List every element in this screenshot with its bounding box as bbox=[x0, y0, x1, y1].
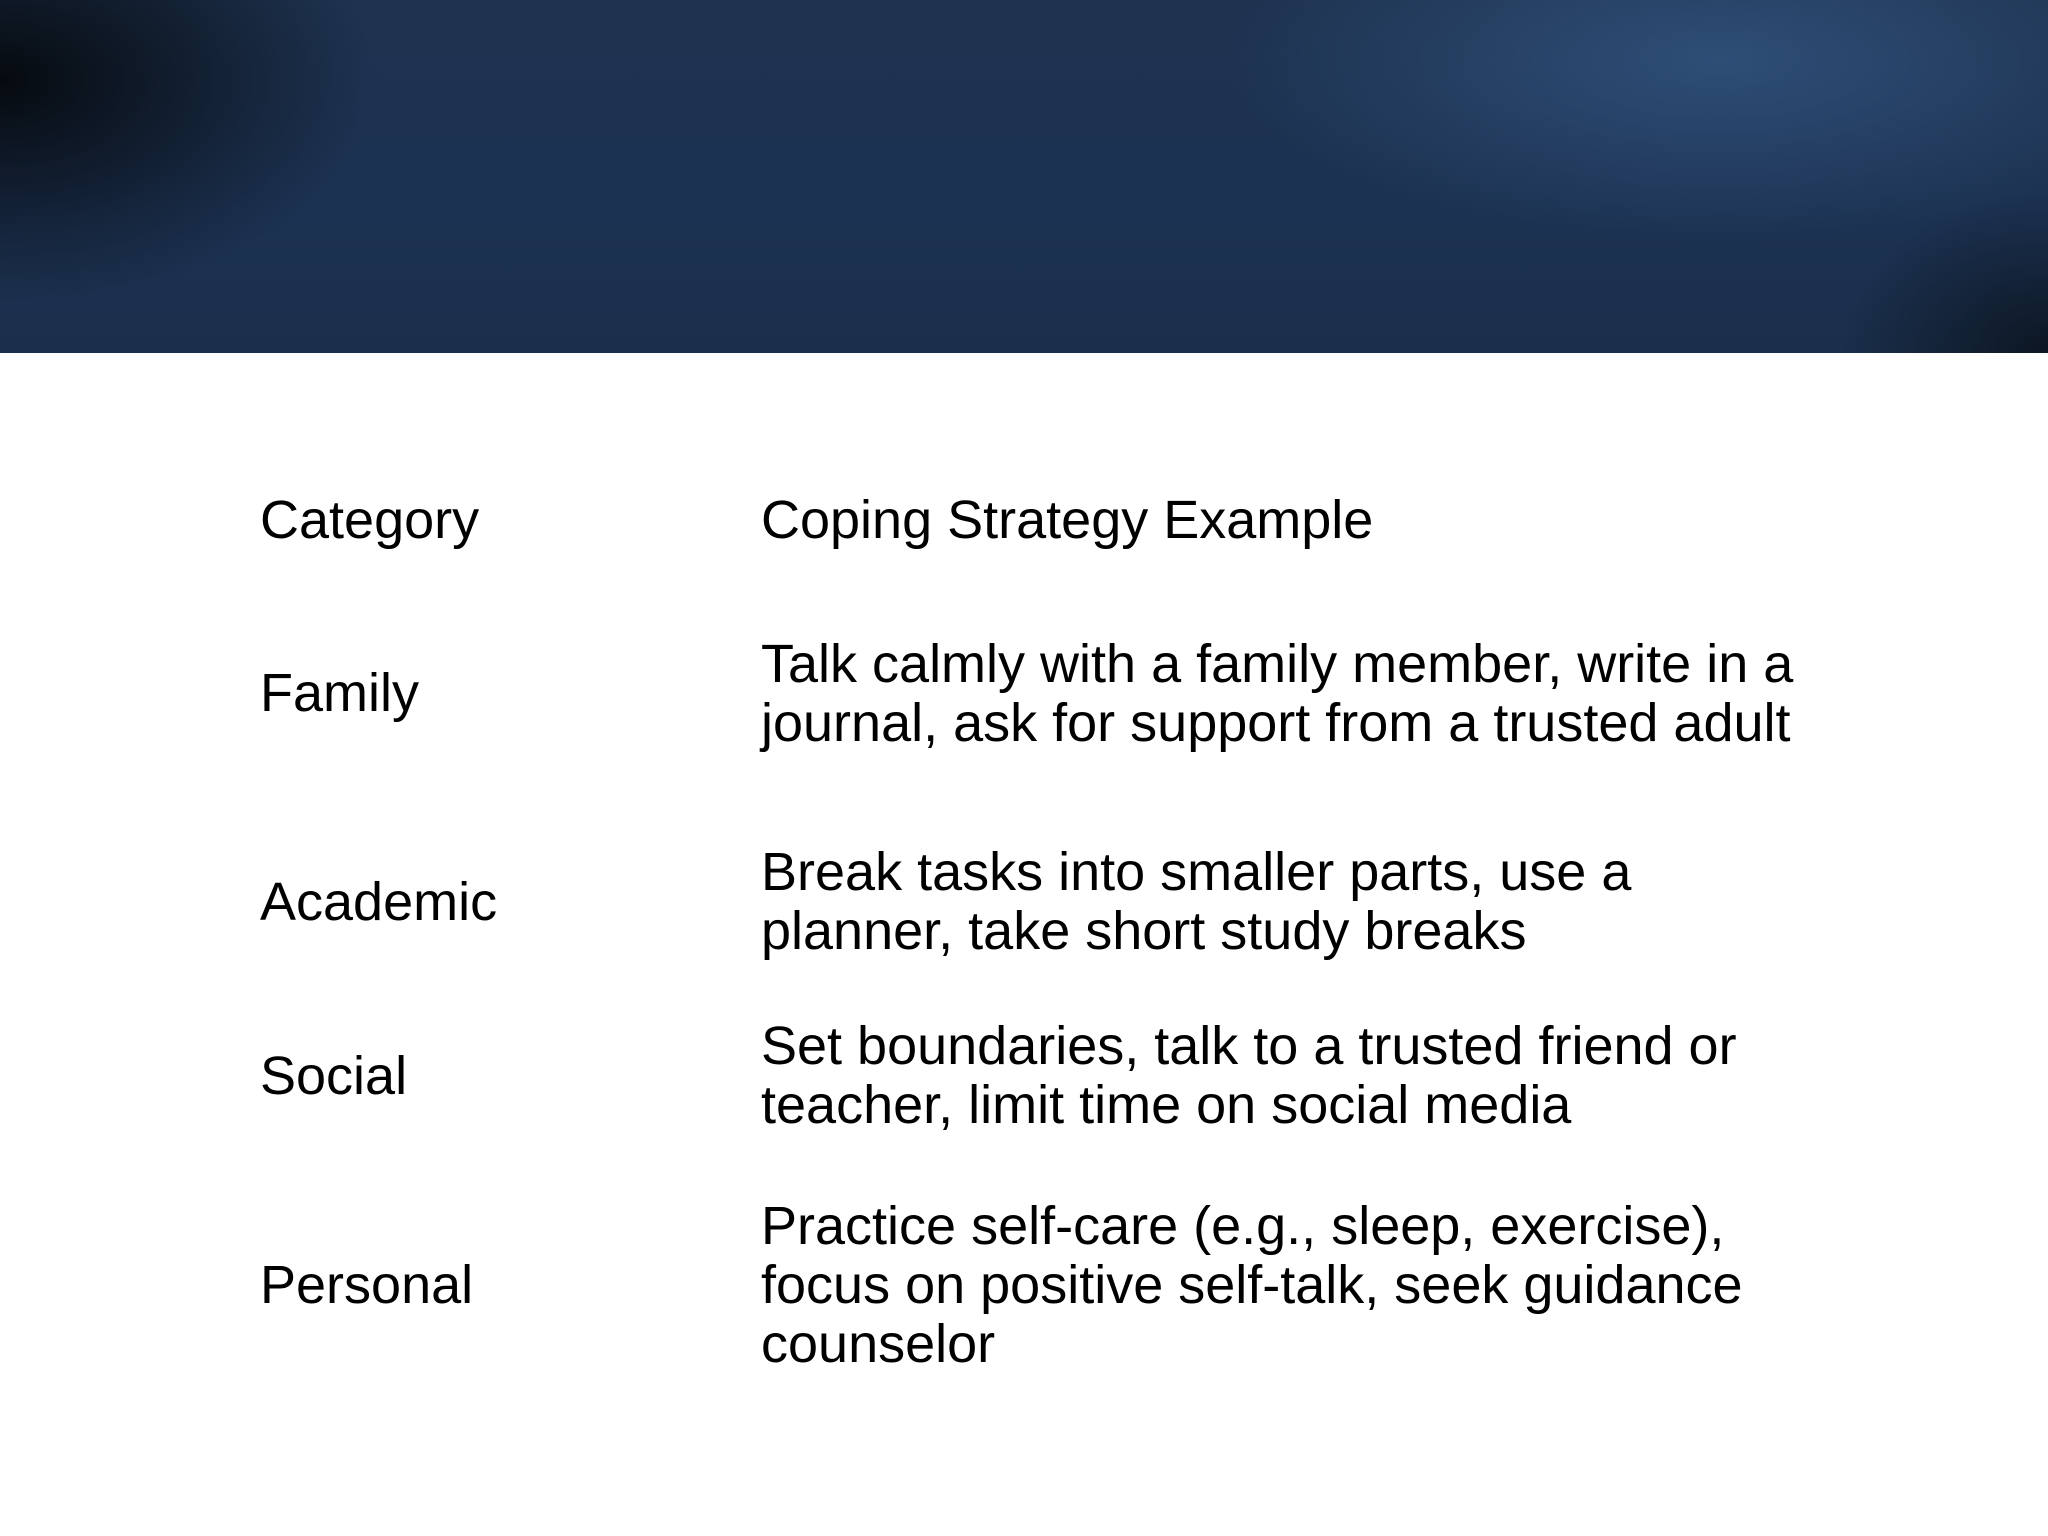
header-banner bbox=[0, 0, 2048, 353]
row-category: Academic bbox=[260, 871, 498, 932]
row-strategy: Practice self-care (e.g., sleep, exercise), focus on positive self-talk, seek guidance counselor bbox=[761, 1195, 1743, 1374]
row-strategy: Break tasks into smaller parts, use a planner, take short study breaks bbox=[761, 842, 1632, 961]
row-strategy: Set boundaries, talk to a trusted friend or teacher, limit time on social media bbox=[761, 1016, 1737, 1135]
header-category: Category bbox=[260, 489, 480, 550]
row-category: Personal bbox=[260, 1254, 474, 1315]
table-row bbox=[260, 570, 1820, 817]
row-category: Social bbox=[260, 1045, 408, 1106]
row-strategy: Talk calmly with a family member, write in a journal, ask for support from a trusted adult bbox=[761, 633, 1794, 753]
coping-strategies-table bbox=[260, 470, 1820, 1405]
header-strategy: Coping Strategy Example bbox=[761, 489, 1374, 550]
row-category: Family bbox=[260, 663, 419, 723]
table-row bbox=[260, 1165, 1820, 1405]
table-row bbox=[260, 817, 1820, 987]
table-header-row bbox=[260, 470, 1820, 570]
table-row bbox=[260, 987, 1820, 1165]
